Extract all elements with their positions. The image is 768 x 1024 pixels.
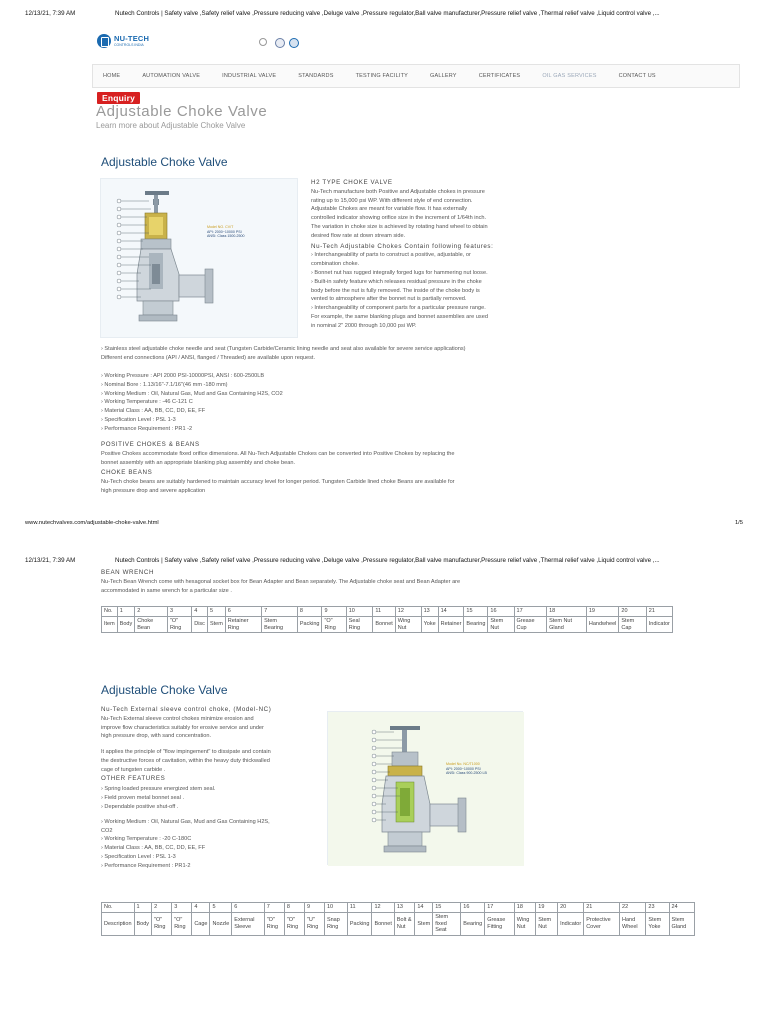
nav-industrial-valve[interactable]: INDUSTRIAL VALVE	[222, 73, 277, 79]
nav-home[interactable]: HOME	[103, 73, 121, 79]
print-page-number: 1/5	[734, 520, 743, 526]
print-date: 12/13/21, 7:39 AM	[25, 10, 76, 17]
main-nav	[92, 64, 740, 88]
print-header	[25, 10, 743, 20]
logo-brand: NU-TECH	[114, 34, 150, 43]
drawing-label: Model NO. CV/T API: 2000~10000 PSI ANSI: Class 1500-2500	[207, 225, 245, 239]
parts-table-1	[101, 606, 673, 633]
external-sleeve-choke-drawing	[327, 711, 523, 865]
nav-contact-us[interactable]: CONTACT US	[618, 73, 656, 79]
print-url[interactable]: www.nutechvalves.com/adjustable-choke-valve.html	[25, 520, 159, 526]
site-logo[interactable]	[97, 32, 150, 54]
print-title: Nutech Controls | Safety valve ,Safety relief valve ,Pressure reducing valve ,Deluge valve ,Pressure regulator,Ball valve manufacturer,Pressure relief valve ,Thermal relief valve ,Liquid control valve ,...	[115, 10, 660, 17]
external-sleeve-description: Nu-Tech External sleeve control choke, (Model-NC) Nu-Tech External sleeve control chokes minimize erosion and improve flow characteristics suitably for erosive service and under high pressure drop, with sand concentration. It applies the principle of "flow impingement" to dissipate and contain the destructive forces of cavitation, within the heavy duty thickwalled cage of tungsten carbide . OTHER FEATURES › Spring loaded pressure energized stem seal. › Field proven metal bonnet seal . › Dependable positive shut-off . › Working Medium : Oil, Natural Gas, Mud and Gas Containing H2S, CO2 › Working Temperature : -20 C-180C › Material Class : AA, BB, CC, DD, EE, FF › Specification Level : PSL 1-3 › Performance Requirement : PR1-2	[101, 706, 272, 869]
nav-oil-gas-services[interactable]: OIL GAS SERVICES	[542, 73, 597, 79]
certification-badges	[257, 36, 317, 52]
nav-gallery[interactable]: GALLERY	[430, 73, 457, 79]
bean-wrench-section: BEAN WRENCH Nu-Tech Bean Wrench come with hexagonal socket box for Bean Adapter and Bean separately. The Adjustable choke seat and Bean Adapter are accommodated in same wrench for a particular size .	[101, 569, 461, 594]
print-date: 12/13/21, 7:39 AM	[25, 557, 76, 564]
nav-standards[interactable]: STANDARDS	[298, 73, 334, 79]
materials-note: › Stainless steel adjustable choke needle and seat (Tungsten Carbide/Ceramic lining needle and seat also available for severe service applications) Different end connections (API / ANSI, flanged / Threaded) are available upon request.	[101, 346, 466, 361]
enquiry-button[interactable]: Enquiry	[97, 92, 140, 104]
page-subtitle: Learn more about Adjustable Choke Valve	[96, 121, 246, 130]
page-title: Adjustable Choke Valve	[96, 103, 268, 120]
drawing-label: Model No. NC/T1000 API: 2000~10000 PSI ANSI: Class 900-2500 LB	[446, 762, 487, 776]
table-row: Description Body "O" Ring "O" Ring Cage Nozzle External Sleeve "O" Ring "O" Ring "U" Ring Snap Ring Packing Bonnet Bolt & Nut Stem Stem fixed Seat Bearing Grease Fitting Wing Nut Stem Nut Indicator Protective Cover Hand Wheel Stem Yoke Stem Gland	[102, 913, 695, 936]
nav-testing-facility[interactable]: TESTING FACILITY	[355, 73, 408, 79]
print-title: Nutech Controls | Safety valve ,Safety relief valve ,Pressure reducing valve ,Deluge valve ,Pressure regulator,Ball valve manufacturer,Pressure relief valve ,Thermal relief valve ,Liquid control valve ,...	[115, 557, 660, 564]
logo-mark-icon	[97, 34, 111, 48]
table-row: No. 1 2 3 4 5 6 7 8 9 10 11 12 13 14 15 16 17 18 19 20 21	[102, 607, 673, 617]
spec-list: › Working Pressure : API 2000 PSI-10000PSI, ANSI : 600-2500LB › Nominal Bore : 1.13/16"-7.1/16"(46 mm -180 mm) › Working Medium : Oil, Natural Gas, Mud and Gas Containing H2S, CO2 › Working Temperature : -46 C-121 C › Material Class : AA, BB, CC, DD, EE, FF › Specification Level : PSL 1-3 › Performance Requirement : PR1 -2	[101, 373, 283, 432]
parts-table-2	[101, 902, 695, 936]
cert-badge-icon	[289, 38, 299, 48]
logo-subtitle: CONTROLS INDIA	[114, 43, 144, 47]
section-title: Adjustable Choke Valve	[101, 155, 228, 169]
nav-certificates[interactable]: CERTIFICATES	[478, 73, 521, 79]
print-header	[25, 557, 743, 567]
section-title: Adjustable Choke Valve	[101, 683, 228, 697]
valve-cutaway-icon	[101, 179, 299, 339]
choke-valve-drawing	[100, 178, 298, 338]
nav-automation-valve[interactable]: AUTOMATION VALVE	[142, 73, 201, 79]
choke-description: H2 TYPE CHOKE VALVE Nu-Tech manufacture both Positive and Adjustable chokes in pressure rating up to 15,000 psi WP. With different style of end connection. Adjustable Chokes are meant for variable flow. It has externally controlled indicator showing orifice size in the increment of 1/64th inch. The variation in choke size is achieved by rotating hand wheel to obtain desired flow rate at down stream side. Nu-Tech Adjustable Chokes Contain following features: › Interchangeability of parts to construct a positive, adjustable, or combination choke. › Bonnet nut has rugged integrally forged lugs for hammering nut loose. › Built-in safety feature which releases residual pressure in the choke body before the nut is fully removed. The inside of the choke body is vented to atmosphere after the bonnet nut is partially removed. › Interchangeability of component parts for a particular pressure range. For example, the same blanking plugs and bonnet assemblies are used in nominal 2" 2000 through 10,000 psi WP.	[311, 179, 494, 329]
valve-cutaway-icon	[328, 712, 524, 866]
cert-badge-icon	[259, 38, 267, 46]
site-header	[97, 30, 337, 58]
print-page-2	[0, 512, 768, 1024]
table-row: Item Body Choke Bean "O" Ring Disc Stem Retainer Ring Stem Bearing Packing "O" Ring Seal Ring Bonnet Wing Nut Yoke Retainer Bearing Stem Nut Grease Cup Stem Nut Gland Handwheel Stem Cap Indicator	[102, 617, 673, 633]
cert-badge-icon	[275, 38, 285, 48]
table-row: No. 1 2 3 4 5 6 7 8 9 10 11 12 13 14 15 16 17 18 19 20 21 22 23 24	[102, 903, 695, 913]
positive-chokes-section: POSITIVE CHOKES & BEANS Positive Chokes accommodate fixed orifice dimensions. All Nu-Tech Adjustable Chokes can be converted into Positive Chokes by replacing the bonnet assembly with an appropriate blanking plug assembly and choke bean. CHOKE BEANS Nu-Tech choke beans are suitably hardened to maintain accuracy level for longer period. Tungsten Carbide lined choke Beans are available for high pressure drop and severe application	[101, 441, 455, 494]
